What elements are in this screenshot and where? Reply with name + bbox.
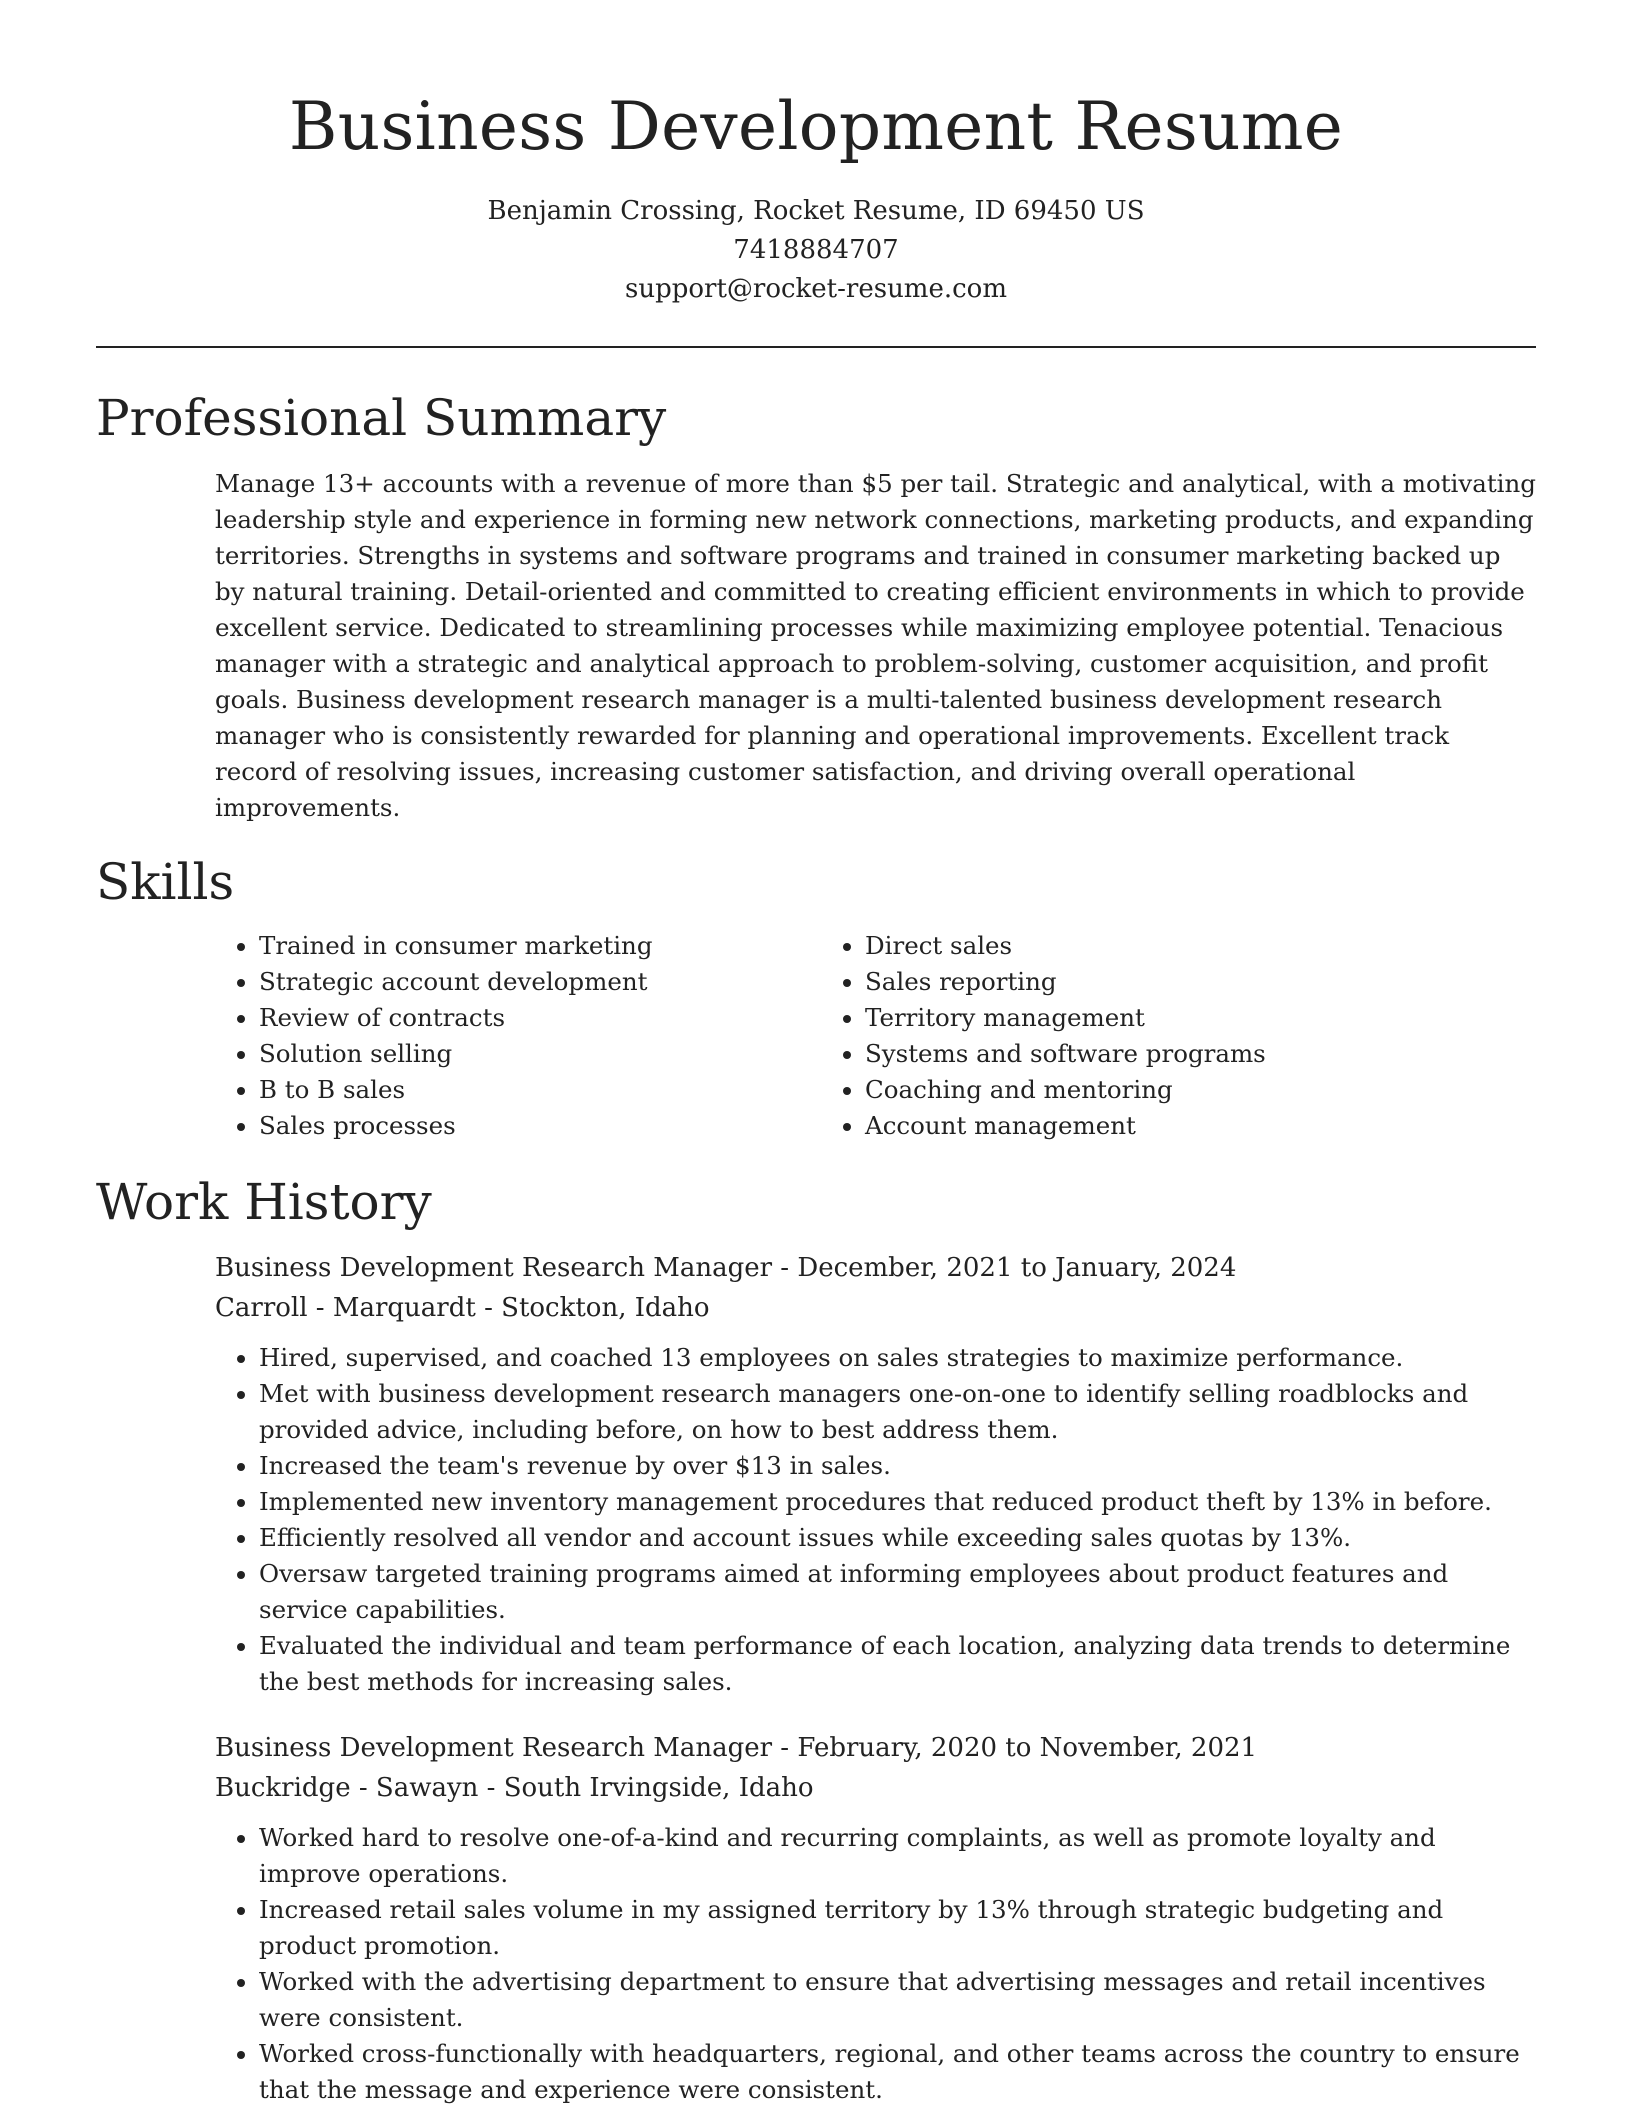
summary-text: Manage 13+ accounts with a revenue of more than $5 per tail. Strategic and analytical, with a motivating leadership style and experience in forming new network connections, marketing products, and expanding territories. Strengths in systems and software programs and trained in consumer marketing backed up by natural training. Detail-oriented and committed to creating efficient environments in which to provide excellent service. Dedicated to streamlining processes while maximizing employee potential. Tenacious manager with a strategic and analytical approach to problem-solving, customer acquisition, and profit goals. Business development research manager is a multi-talented business development research manager who is consistently rewarded for planning and operational improvements. Excellent track record of resolving issues, increasing customer satisfaction, and driving overall operational improvements.	[215, 469, 1536, 822]
skill-item: • B to B sales	[259, 1072, 821, 1108]
skills-column-left	[215, 928, 821, 1144]
job-bullet: • Worked with the advertising department to ensure that advertising messages and retail incentives were consistent.	[259, 1964, 1536, 2036]
job-entry	[215, 1248, 1536, 1700]
skill-item: • Coaching and mentoring	[865, 1072, 1266, 1108]
job-bullet: • Increased the team's revenue by over $13 in sales.	[259, 1448, 1536, 1484]
job-bullet: • Efficiently resolved all vendor and account issues while exceeding sales quotas by 13%.	[259, 1520, 1536, 1556]
job-entry	[215, 1728, 1536, 2108]
header-divider	[96, 346, 1536, 348]
skills-list	[215, 928, 1536, 1144]
skills-heading: Skills	[96, 853, 235, 911]
skill-item: • Account management	[865, 1108, 1266, 1144]
skill-item: • Direct sales	[865, 928, 1266, 964]
summary-heading: Professional Summary	[96, 389, 667, 447]
skill-item: • Sales processes	[259, 1108, 821, 1144]
contact-block	[96, 192, 1536, 309]
job-title-line: Business Development Research Manager - December, 2021 to January, 2024	[215, 1253, 1237, 1283]
work-history-heading: Work History	[96, 1173, 432, 1231]
job-company-line: Carroll - Marquardt - Stockton, Idaho	[215, 1293, 710, 1323]
contact-phone: 7418884707	[733, 235, 899, 265]
skill-item: • Trained in consumer marketing	[259, 928, 821, 964]
skill-item: • Territory management	[865, 1000, 1266, 1036]
skill-item: • Solution selling	[259, 1036, 821, 1072]
job-bullet: • Increased retail sales volume in my assigned territory by 13% through strategic budgeting and product promotion.	[259, 1892, 1536, 1964]
job-bullet: • Worked cross-functionally with headquarters, regional, and other teams across the country to ensure that the message and experience were consistent.	[259, 2036, 1536, 2108]
job-title-line: Business Development Research Manager - February, 2020 to November, 2021	[215, 1733, 1258, 1763]
job-company-line: Buckridge - Sawayn - South Irvingside, Idaho	[215, 1773, 814, 1803]
job-bullet: • Worked hard to resolve one-of-a-kind and recurring complaints, as well as promote loyalty and improve operations.	[259, 1820, 1536, 1892]
job-bullet-list	[215, 1340, 1536, 1700]
contact-address: Benjamin Crossing, Rocket Resume, ID 69450 US	[487, 196, 1145, 226]
resume-title: Business Development Resume	[288, 88, 1344, 165]
skill-item: • Systems and software programs	[865, 1036, 1266, 1072]
contact-email: support@rocket-resume.com	[624, 274, 1007, 304]
job-bullet: • Implemented new inventory management procedures that reduced product theft by 13% in before.	[259, 1484, 1536, 1520]
job-bullet: • Met with business development research managers one-on-one to identify selling roadblocks and provided advice, including before, on how to best address them.	[259, 1376, 1536, 1448]
skill-item: • Sales reporting	[865, 964, 1266, 1000]
job-bullet: • Hired, supervised, and coached 13 employees on sales strategies to maximize performance.	[259, 1340, 1536, 1376]
skills-column-right	[821, 928, 1266, 1144]
resume-header	[96, 0, 1536, 309]
job-bullet: • Evaluated the individual and team performance of each location, analyzing data trends to determine the best methods for increasing sales.	[259, 1628, 1536, 1700]
job-bullet-list	[215, 1820, 1536, 2108]
skill-item: • Review of contracts	[259, 1000, 821, 1036]
job-bullet: • Oversaw targeted training programs aimed at informing employees about product features and service capabilities.	[259, 1556, 1536, 1628]
skill-item: • Strategic account development	[259, 964, 821, 1000]
